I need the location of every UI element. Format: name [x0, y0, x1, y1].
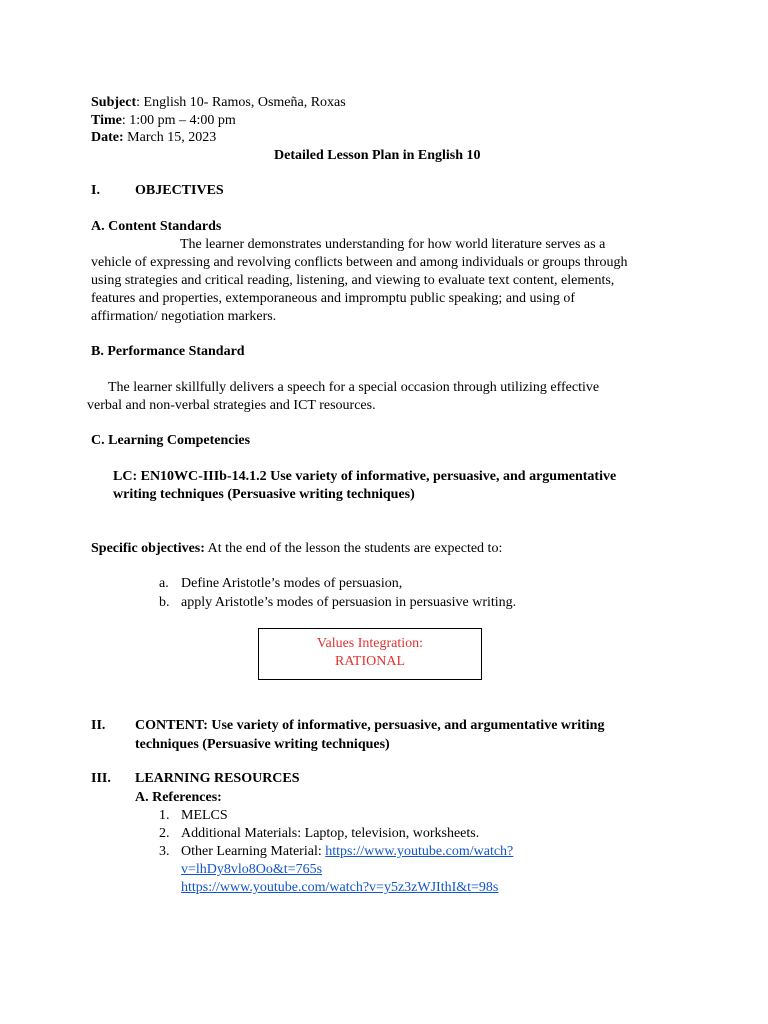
lc-line-1: LC: EN10WC-IIIb-14.1.2 Use variety of informative, persuasive, and argumentative	[113, 469, 617, 484]
reference-item-text: Additional Materials: Laptop, television, worksheets.	[181, 826, 480, 841]
lc-line-2: writing techniques (Persuasive writing techniques)	[113, 487, 415, 502]
date-line	[91, 129, 216, 147]
references-heading: A. References:	[135, 790, 222, 805]
specific-objectives-label: Specific objectives:	[91, 541, 205, 556]
reference-item-marker: 2.	[159, 826, 170, 841]
objective-item-marker: a.	[159, 576, 169, 591]
section-1-heading: OBJECTIVES	[135, 183, 224, 198]
youtube-link-2[interactable]: https://www.youtube.com/watch?v=y5z3zWJIthI&t=98s	[181, 880, 499, 895]
section-1-numeral: I.	[91, 183, 100, 198]
performance-standard-line: The learner skillfully delivers a speech for a special occasion through utilizing effective	[108, 380, 600, 395]
objective-item-text: apply Aristotle’s modes of persuasion in persuasive writing.	[181, 595, 517, 610]
reference-item-text: Other Learning Material:	[181, 844, 326, 859]
content-text: Use variety of informative, persuasive, and argumentative writing	[207, 718, 605, 733]
performance-standard-line: verbal and non-verbal strategies and ICT resources.	[87, 398, 376, 413]
time-value: : 1:00 pm – 4:00 pm	[121, 113, 236, 128]
time-line	[91, 112, 236, 130]
objective-item-text: Define Aristotle’s modes of persuasion,	[181, 576, 403, 591]
content-label: CONTENT:	[135, 718, 208, 733]
objective-item-marker: b.	[159, 595, 170, 610]
learning-competencies-heading: C. Learning Competencies	[91, 433, 251, 448]
values-integration-value: RATIONAL	[335, 654, 405, 669]
section-2-line-2: techniques (Persuasive writing techniques)	[135, 737, 390, 752]
reference-item-3-second-link	[181, 879, 498, 897]
specific-objectives-text: At the end of the lesson the students are expected to:	[204, 541, 503, 556]
values-integration-label: Values Integration:	[316, 636, 424, 651]
document-title: Detailed Lesson Plan in English 10	[274, 148, 481, 163]
section-3-heading: LEARNING RESOURCES	[135, 771, 300, 786]
reference-item-3-line	[181, 843, 513, 861]
section-2-line-1	[135, 717, 604, 735]
specific-objectives-line	[91, 540, 502, 558]
youtube-link-1-continued[interactable]: v=lhDy8vlo8Oo&t=765s	[181, 862, 323, 877]
reference-item-text: MELCS	[181, 808, 228, 823]
youtube-link-1[interactable]: https://www.youtube.com/watch?	[325, 844, 514, 859]
performance-standard-heading: B. Performance Standard	[91, 344, 245, 359]
subject-label: Subject	[91, 95, 137, 110]
subject-value: : English 10- Ramos, Osmeña, Roxas	[136, 95, 346, 110]
values-integration-box	[258, 628, 482, 680]
date-value: March 15, 2023	[123, 130, 217, 145]
date-label: Date:	[91, 130, 124, 145]
reference-item-3-continuation	[181, 861, 322, 879]
content-standards-heading: A. Content Standards	[91, 219, 222, 234]
content-standards-paragraph	[91, 236, 677, 326]
reference-item-marker: 3.	[159, 844, 170, 859]
content-standards-line: vehicle of expressing and revolving conflicts between and among individuals or groups through	[91, 255, 628, 270]
content-standards-line: The learner demonstrates understanding for how world literature serves as a	[180, 237, 606, 252]
section-3-numeral: III.	[91, 771, 111, 786]
reference-item-marker: 1.	[159, 808, 170, 823]
content-standards-line: using strategies and critical reading, listening, and viewing to evaluate text content, elements,	[91, 273, 615, 288]
content-standards-line: affirmation/ negotiation markers.	[91, 309, 277, 324]
performance-standard-paragraph	[87, 379, 677, 415]
content-standards-line: features and properties, extemporaneous and impromptu public speaking; and using of	[91, 291, 576, 306]
subject-line	[91, 94, 346, 112]
time-label: Time	[91, 113, 122, 128]
section-2-numeral: II.	[91, 718, 106, 733]
